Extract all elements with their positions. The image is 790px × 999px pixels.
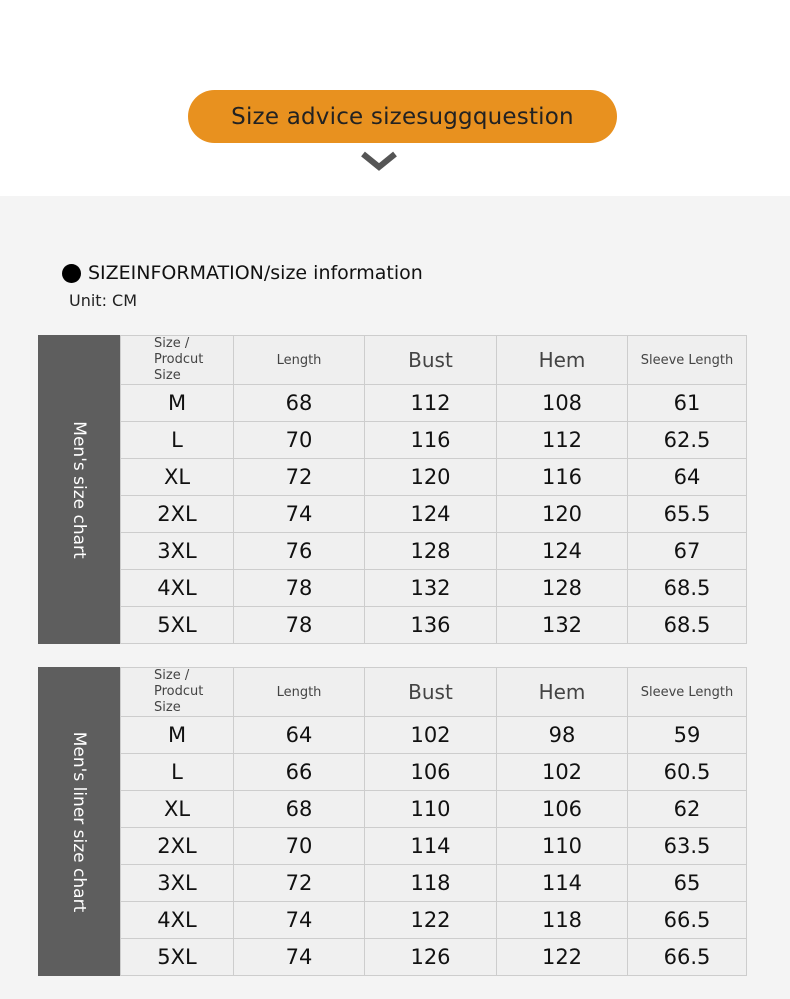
chart-side-label: Men's size chart — [69, 420, 89, 559]
measurement-cell: 72 — [234, 865, 365, 902]
table-row — [121, 607, 747, 644]
measurement-cell: 65.5 — [628, 496, 747, 533]
column-header: Bust — [365, 336, 497, 385]
measurement-cell: 116 — [497, 459, 628, 496]
measurement-cell: 132 — [497, 607, 628, 644]
measurement-cell: 120 — [497, 496, 628, 533]
table-row — [121, 939, 747, 976]
table-header-row — [121, 668, 747, 717]
chart-side-label-box — [38, 335, 120, 644]
measurement-cell: 126 — [365, 939, 497, 976]
size-table — [120, 667, 747, 976]
column-header: Size / Prodcut Size — [121, 336, 234, 385]
table-row — [121, 754, 747, 791]
table-row — [121, 422, 747, 459]
measurement-cell: 136 — [365, 607, 497, 644]
banner-title: Size advice sizesuggquestion — [231, 103, 574, 130]
measurement-cell: 98 — [497, 717, 628, 754]
size-table — [120, 335, 747, 644]
measurement-cell: 65 — [628, 865, 747, 902]
measurement-cell: 124 — [497, 533, 628, 570]
measurement-cell: 72 — [234, 459, 365, 496]
size-cell: 2XL — [121, 496, 234, 533]
size-cell: 5XL — [121, 607, 234, 644]
column-header: Sleeve Length — [628, 336, 747, 385]
measurement-cell: 122 — [365, 902, 497, 939]
measurement-cell: 61 — [628, 385, 747, 422]
measurement-cell: 66.5 — [628, 902, 747, 939]
measurement-cell: 68 — [234, 791, 365, 828]
size-cell: M — [121, 717, 234, 754]
table-row — [121, 902, 747, 939]
measurement-cell: 128 — [365, 533, 497, 570]
measurement-cell: 128 — [497, 570, 628, 607]
measurement-cell: 122 — [497, 939, 628, 976]
measurement-cell: 59 — [628, 717, 747, 754]
unit-label: Unit: CM — [69, 291, 138, 310]
size-cell: 4XL — [121, 570, 234, 607]
size-cell: L — [121, 754, 234, 791]
measurement-cell: 110 — [365, 791, 497, 828]
column-header: Length — [234, 336, 365, 385]
table-row — [121, 496, 747, 533]
measurement-cell: 74 — [234, 902, 365, 939]
column-header: Bust — [365, 668, 497, 717]
table-row — [121, 385, 747, 422]
measurement-cell: 66 — [234, 754, 365, 791]
measurement-cell: 118 — [497, 902, 628, 939]
measurement-cell: 110 — [497, 828, 628, 865]
measurement-cell: 106 — [365, 754, 497, 791]
mens-liner-size-chart — [38, 667, 747, 976]
measurement-cell: 68 — [234, 385, 365, 422]
measurement-cell: 62 — [628, 791, 747, 828]
measurement-cell: 108 — [497, 385, 628, 422]
header-area — [0, 0, 790, 196]
size-cell: 4XL — [121, 902, 234, 939]
measurement-cell: 114 — [365, 828, 497, 865]
table-row — [121, 459, 747, 496]
chart-side-label-box — [38, 667, 120, 976]
measurement-cell: 68.5 — [628, 607, 747, 644]
table-row — [121, 533, 747, 570]
column-header: Length — [234, 668, 365, 717]
measurement-cell: 63.5 — [628, 828, 747, 865]
measurement-cell: 74 — [234, 939, 365, 976]
size-cell: 3XL — [121, 865, 234, 902]
size-cell: L — [121, 422, 234, 459]
size-cell: XL — [121, 791, 234, 828]
table-row — [121, 717, 747, 754]
chart-side-label: Men's liner size chart — [69, 731, 89, 912]
measurement-cell: 116 — [365, 422, 497, 459]
measurement-cell: 78 — [234, 570, 365, 607]
measurement-cell: 70 — [234, 828, 365, 865]
measurement-cell: 76 — [234, 533, 365, 570]
column-header: Size / Prodcut Size — [121, 668, 234, 717]
table-row — [121, 791, 747, 828]
measurement-cell: 64 — [628, 459, 747, 496]
table-row — [121, 570, 747, 607]
measurement-cell: 112 — [365, 385, 497, 422]
column-header: Hem — [497, 336, 628, 385]
measurement-cell: 102 — [365, 717, 497, 754]
measurement-cell: 70 — [234, 422, 365, 459]
measurement-cell: 106 — [497, 791, 628, 828]
size-advice-banner — [188, 90, 617, 143]
table-header-row — [121, 336, 747, 385]
column-header: Hem — [497, 668, 628, 717]
measurement-cell: 62.5 — [628, 422, 747, 459]
measurement-cell: 114 — [497, 865, 628, 902]
measurement-cell: 60.5 — [628, 754, 747, 791]
section-title: SIZEINFORMATION/size information — [88, 262, 423, 284]
table-row — [121, 865, 747, 902]
measurement-cell: 78 — [234, 607, 365, 644]
measurement-cell: 74 — [234, 496, 365, 533]
size-cell: 5XL — [121, 939, 234, 976]
measurement-cell: 66.5 — [628, 939, 747, 976]
size-cell: XL — [121, 459, 234, 496]
measurement-cell: 124 — [365, 496, 497, 533]
size-cell: 3XL — [121, 533, 234, 570]
section-heading — [62, 262, 423, 284]
mens-size-chart — [38, 335, 747, 644]
column-header: Sleeve Length — [628, 668, 747, 717]
size-cell: M — [121, 385, 234, 422]
chevron-down-icon — [360, 150, 398, 174]
measurement-cell: 64 — [234, 717, 365, 754]
bullet-dot-icon — [62, 264, 81, 283]
measurement-cell: 132 — [365, 570, 497, 607]
table-row — [121, 828, 747, 865]
size-cell: 2XL — [121, 828, 234, 865]
measurement-cell: 102 — [497, 754, 628, 791]
measurement-cell: 67 — [628, 533, 747, 570]
measurement-cell: 112 — [497, 422, 628, 459]
measurement-cell: 120 — [365, 459, 497, 496]
measurement-cell: 68.5 — [628, 570, 747, 607]
measurement-cell: 118 — [365, 865, 497, 902]
